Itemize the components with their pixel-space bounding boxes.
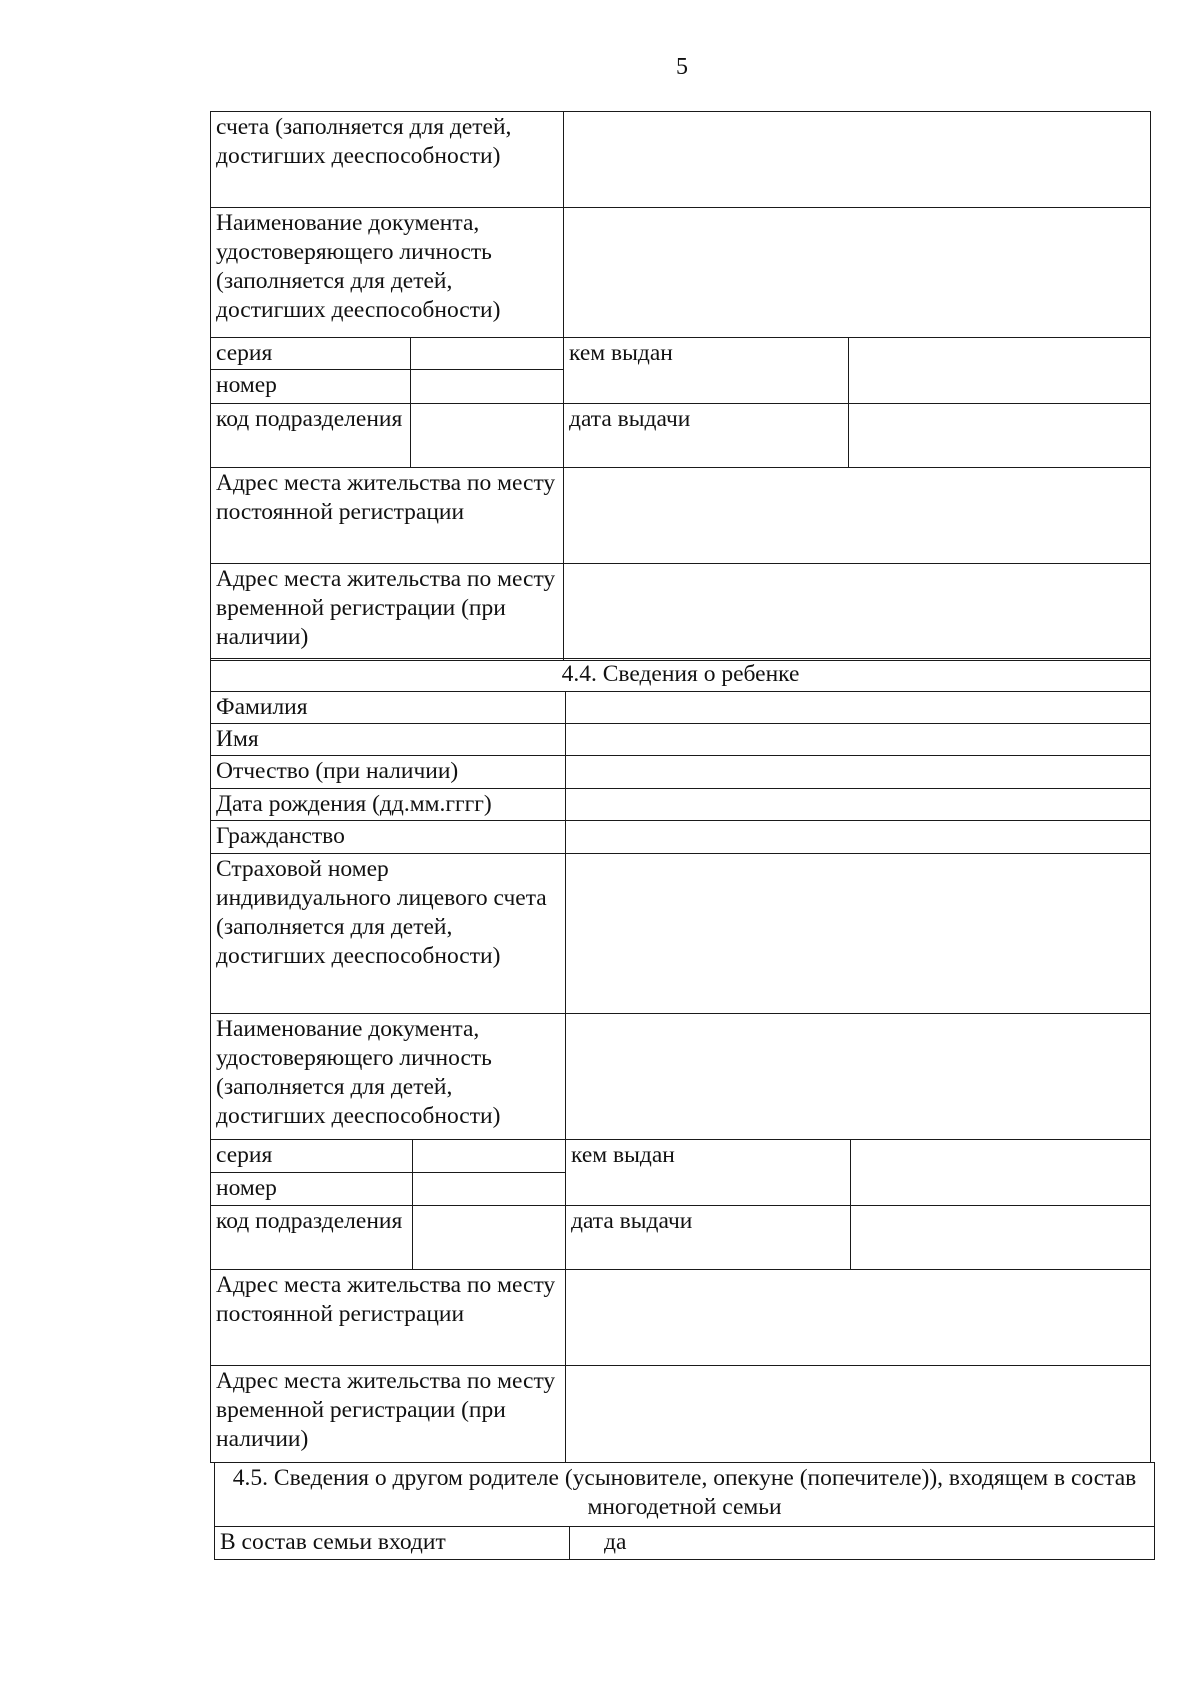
citizenship-label: Гражданство (211, 821, 566, 854)
permanent-address-value-cell[interactable] (564, 468, 1151, 564)
table-row (211, 1140, 1151, 1173)
issue-date-value-cell[interactable] (851, 1206, 1151, 1270)
series-label: серия (211, 338, 411, 370)
applicant-continued-table (210, 111, 1151, 661)
series-value-cell[interactable] (411, 338, 564, 370)
number-value-cell[interactable] (411, 370, 564, 404)
table-row (211, 338, 1151, 370)
snils-tail-label: счета (заполняется для детей, достигших дееспособности) (211, 112, 564, 208)
other-parent-section-table (214, 1462, 1155, 1560)
table-row (211, 789, 1151, 821)
table-row (211, 1270, 1151, 1366)
snils-value-cell[interactable] (566, 854, 1151, 1014)
table-row (211, 854, 1151, 1014)
division-code-label: код подразделения (211, 1206, 413, 1270)
identity-doc-label: Наименование документа, удостоверяющего личность (заполняется для детей, достигших дееспособности) (211, 208, 564, 338)
citizenship-value-cell[interactable] (566, 821, 1151, 854)
surname-label: Фамилия (211, 692, 566, 724)
series-label: серия (211, 1140, 413, 1173)
issue-date-value-cell[interactable] (849, 404, 1151, 468)
identity-doc-value-cell[interactable] (564, 208, 1151, 338)
number-label: номер (211, 1173, 413, 1206)
other-parent-section-title: 4.5. Сведения о другом родителе (усыновителе, опекуне (попечителе)), входящем в состав многодетной семьи (215, 1463, 1155, 1527)
section-title-row (215, 1463, 1155, 1527)
issued-by-label: кем выдан (566, 1140, 851, 1206)
temporary-address-label: Адрес места жительства по месту временной регистрации (при наличии) (211, 564, 564, 661)
identity-doc-value-cell[interactable] (566, 1014, 1151, 1140)
table-row (211, 564, 1151, 661)
child-section-table (210, 658, 1151, 1463)
permanent-address-value-cell[interactable] (566, 1270, 1151, 1366)
birth-date-label: Дата рождения (дд.мм.гггг) (211, 789, 566, 821)
snils-value-cell[interactable] (564, 112, 1151, 208)
child-section-title: 4.4. Сведения о ребенке (211, 659, 1151, 692)
number-value-cell[interactable] (413, 1173, 566, 1206)
name-value-cell[interactable] (566, 724, 1151, 756)
name-label: Имя (211, 724, 566, 756)
issue-date-label: дата выдачи (564, 404, 849, 468)
snils-label: Страховой номер индивидуального лицевого счета (заполняется для детей, достигших дееспособности) (211, 854, 566, 1014)
table-row (211, 1366, 1151, 1463)
table-row (211, 112, 1151, 208)
division-code-label: код подразделения (211, 404, 411, 468)
temporary-address-value-cell[interactable] (566, 1366, 1151, 1463)
number-label: номер (211, 370, 411, 404)
permanent-address-label: Адрес места жительства по месту постоянной регистрации (211, 468, 564, 564)
table-row (211, 208, 1151, 338)
temporary-address-label: Адрес места жительства по месту временной регистрации (при наличии) (211, 1366, 566, 1463)
division-code-value-cell[interactable] (413, 1206, 566, 1270)
identity-doc-label: Наименование документа, удостоверяющего личность (заполняется для детей, достигших дееспособности) (211, 1014, 566, 1140)
table-row (211, 1014, 1151, 1140)
table-row (211, 821, 1151, 854)
issued-by-value-cell[interactable] (851, 1140, 1151, 1206)
section-title-row (211, 659, 1151, 692)
family-member-label: В состав семьи входит (215, 1527, 570, 1560)
issued-by-label: кем выдан (564, 338, 849, 404)
table-row (211, 468, 1151, 564)
table-row (211, 404, 1151, 468)
table-row (211, 724, 1151, 756)
family-member-value[interactable]: да (570, 1527, 1155, 1560)
patronymic-value-cell[interactable] (566, 756, 1151, 789)
issued-by-value-cell[interactable] (849, 338, 1151, 404)
table-row (211, 692, 1151, 724)
issue-date-label: дата выдачи (566, 1206, 851, 1270)
table-row (215, 1527, 1155, 1560)
temporary-address-value-cell[interactable] (564, 564, 1151, 661)
permanent-address-label: Адрес места жительства по месту постоянной регистрации (211, 1270, 566, 1366)
birth-date-value-cell[interactable] (566, 789, 1151, 821)
page-number: 5 (676, 54, 688, 80)
surname-value-cell[interactable] (566, 692, 1151, 724)
table-row (211, 756, 1151, 789)
division-code-value-cell[interactable] (411, 404, 564, 468)
series-value-cell[interactable] (413, 1140, 566, 1173)
patronymic-label: Отчество (при наличии) (211, 756, 566, 789)
table-row (211, 1206, 1151, 1270)
